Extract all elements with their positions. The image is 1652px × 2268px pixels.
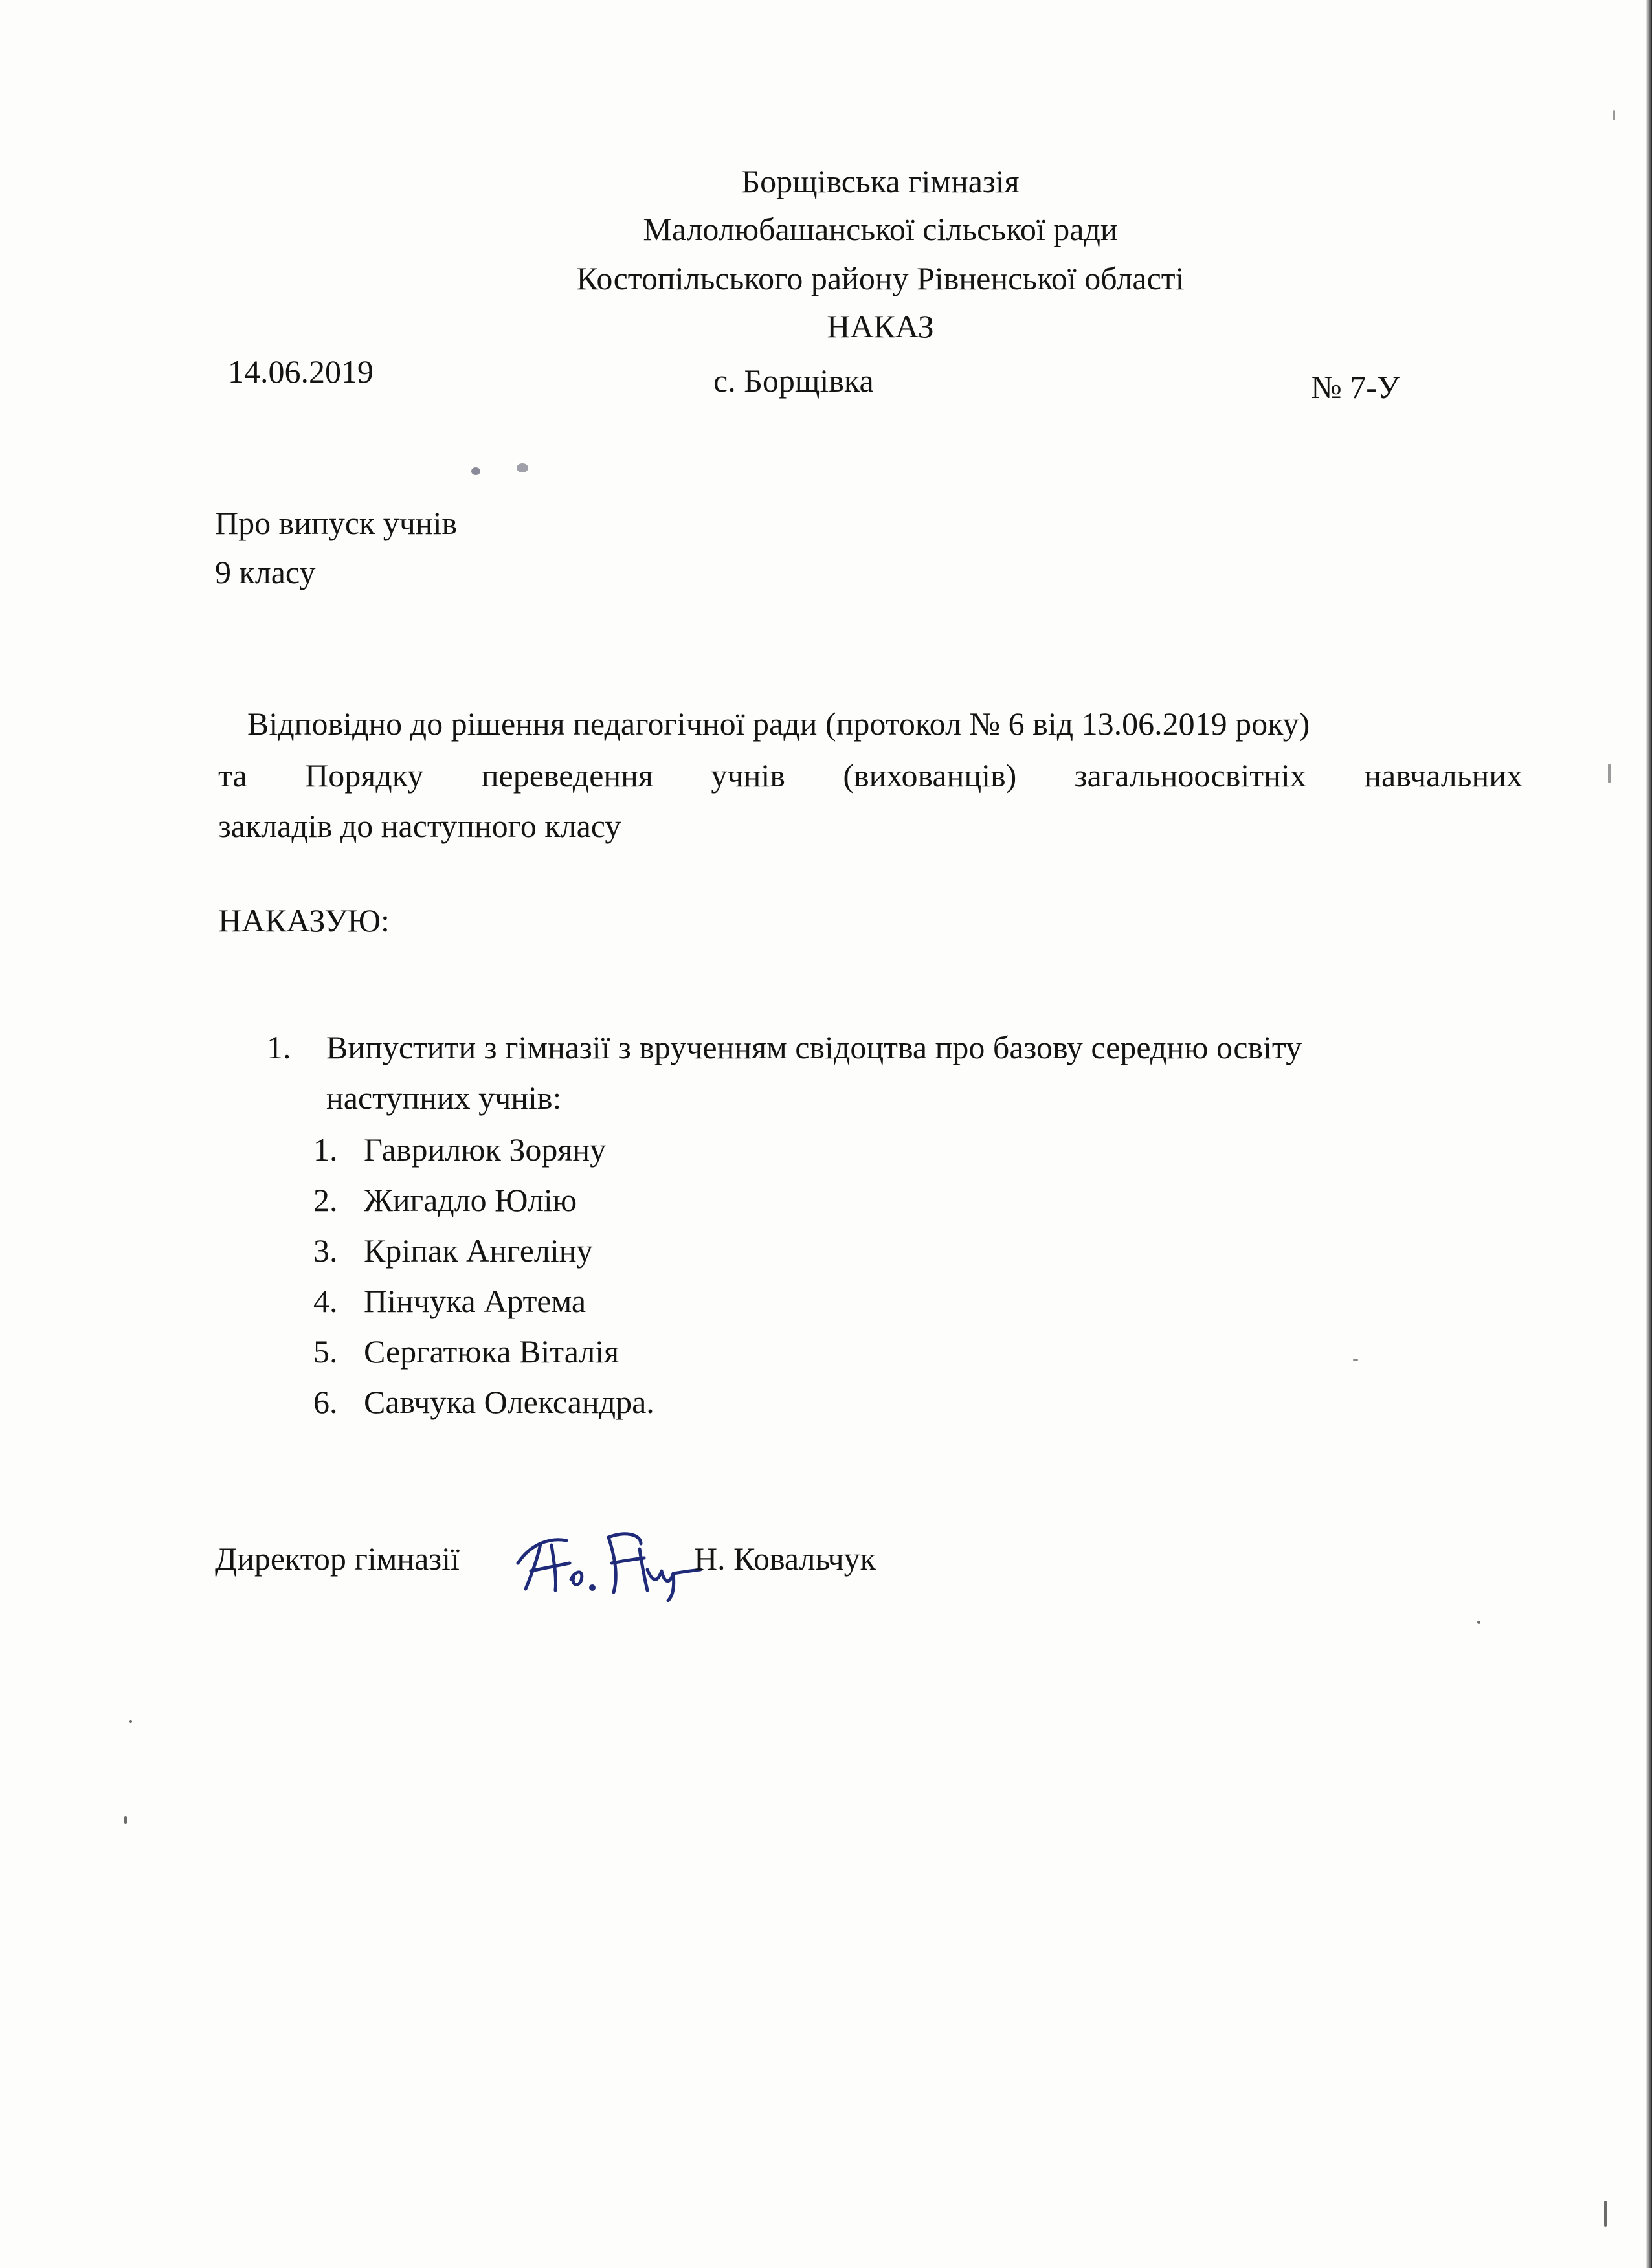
scan-speck <box>1608 764 1611 783</box>
scan-speck <box>1604 2201 1607 2227</box>
preamble-line-3: закладів до наступного класу <box>218 808 621 844</box>
student-name: Пінчука Артема <box>364 1283 586 1319</box>
order-item-number: 1. <box>267 1029 291 1065</box>
student-name: Савчука Олександра. <box>364 1384 654 1420</box>
student-number: 6. <box>313 1384 338 1420</box>
student-list-item <box>313 1232 593 1270</box>
council-name: Малолюбашанської сільської ради <box>643 211 1118 247</box>
document-type: НАКАЗ <box>827 308 934 344</box>
scan-speck <box>129 1720 132 1723</box>
order-number: № 7-У <box>1311 369 1400 405</box>
scan-speck <box>471 467 480 475</box>
order-word: НАКАЗУЮ: <box>218 902 390 939</box>
order-item-1 <box>267 1029 1302 1067</box>
student-list-item <box>313 1182 577 1219</box>
student-list-item <box>313 1384 654 1421</box>
student-name: Сергатюка Віталія <box>364 1333 620 1370</box>
subject-line-1: Про випуск учнів <box>215 505 458 541</box>
student-number: 1. <box>313 1131 338 1168</box>
student-name: Гаврилюк Зоряну <box>364 1131 607 1168</box>
handwritten-signature <box>511 1518 706 1602</box>
student-number: 2. <box>313 1182 338 1218</box>
order-place: с. Борщівка <box>713 362 874 399</box>
student-number: 4. <box>313 1283 338 1319</box>
order-item-text-line-2: наступних учнів: <box>326 1080 562 1116</box>
student-number: 3. <box>313 1232 338 1269</box>
scan-speck <box>1477 1621 1480 1624</box>
student-name: Кріпак Ангеліну <box>364 1232 593 1269</box>
student-number: 5. <box>313 1333 338 1370</box>
preamble-line-1: Відповідно до рішення педагогічної ради (протокол № 6 від 13.06.2019 року) <box>247 706 1310 742</box>
signatory-position: Директор гімназії <box>215 1540 460 1577</box>
order-date: 14.06.2019 <box>228 353 374 390</box>
preamble-line-2: та Порядку переведення учнів (вихованців) загальноосвітніх навчальних <box>218 757 1523 794</box>
student-list-item <box>313 1131 606 1169</box>
student-name: Жигадло Юлію <box>364 1182 577 1218</box>
student-list-item <box>313 1333 619 1371</box>
subject-line-2: 9 класу <box>215 554 316 590</box>
student-list-item <box>313 1283 586 1320</box>
scan-speck <box>1613 110 1615 120</box>
scan-speck <box>517 463 528 472</box>
order-item-text-line-1: Випустити з гімназії з врученням свідоцтва про базову середню освіту <box>326 1029 1302 1065</box>
institution-name: Борщівська гімназія <box>741 163 1020 199</box>
scan-speck <box>124 1816 127 1824</box>
district-name: Костопільського району Рівненської області <box>576 260 1185 296</box>
scan-speck <box>1353 1359 1358 1361</box>
signatory-name: Н. Ковальчук <box>694 1540 876 1577</box>
